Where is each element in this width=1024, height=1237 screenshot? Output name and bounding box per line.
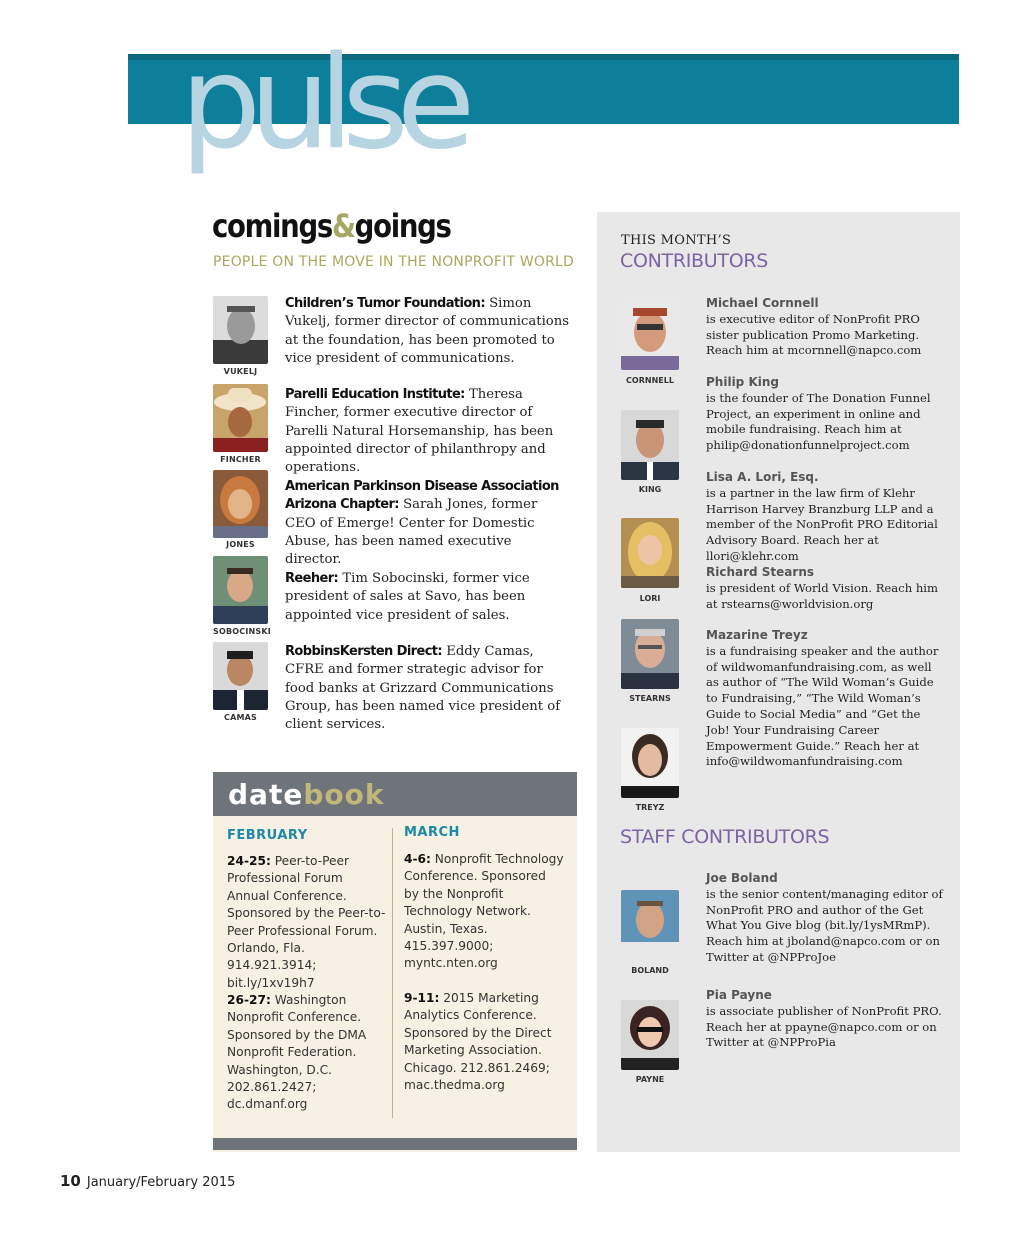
staff-entry: [706, 871, 944, 966]
photo-caption: CAMAS: [224, 713, 257, 722]
event-dates: 4-6:: [404, 852, 431, 866]
photo-boland: [621, 890, 679, 960]
photo-king: [621, 410, 679, 480]
event-description: Nonprofit Technology Conference. Sponsored by the Nonprofit Technology Network. Austin, Texas. 415.397.9000; myntc.nten.org: [404, 852, 564, 971]
photo-treyz: [621, 728, 679, 798]
contributor-name: Pia Payne: [706, 988, 772, 1002]
datebook-title: [228, 778, 384, 812]
photo-caption: STEARNS: [629, 694, 671, 703]
contributor-bio: is the senior content/managing editor of NonProfit PRO and author of the Get What You Give blog (bit.ly/1ysMRmP). Reach him at jboland@napco.com or on Twitter at @NPProJoe: [706, 886, 943, 964]
photo-sobocinski: [213, 556, 268, 624]
datebook-divider: [392, 828, 393, 1118]
move-description: Simon Vukelj, former director of communications at the foundation, has been promoted to vice president of communications.: [285, 296, 569, 366]
issue-date: January/February 2015: [86, 1175, 236, 1190]
move-entry: [285, 643, 570, 734]
photo-caption: KING: [638, 485, 662, 494]
contributor-name: Joe Boland: [706, 871, 778, 885]
move-description: Tim Sobocinski, former vice president of sales at Savo, has been appointed vice president of sales.: [285, 571, 530, 623]
photo-caption: LORI: [639, 594, 661, 603]
org-name: Parelli Education Institute:: [285, 387, 465, 402]
contributor-bio: is a fundraising speaker and the author of wildwomanfundraising.com, as well as author of “The Wild Woman’s Guide to Fundraising,” “The Wild Woman’s Guide to Social Media” and “Get the Job! Your Fundraising Career Empowerment Guide.” Reach her at info@wildwomanfundraising.com: [706, 643, 939, 769]
photo-vukelj: [213, 296, 268, 364]
datebook-event: [404, 990, 564, 1094]
staff-contributors-title: STAFF CONTRIBUTORS: [620, 826, 830, 848]
photo-caption: FINCHER: [220, 455, 261, 464]
datebook-event: [404, 851, 564, 973]
photo-lori: [621, 518, 679, 588]
photo-jones: [213, 470, 268, 538]
contributor-bio: is president of World Vision. Reach him at rstearns@worldvision.org: [706, 580, 939, 611]
month-heading: MARCH: [404, 825, 460, 840]
move-description: Theresa Fincher, former executive director of Parelli Natural Horsemanship, has been appointed director of philanthropy and operations.: [285, 387, 554, 476]
photo-fincher: [213, 384, 268, 452]
photo-stearns: [621, 619, 679, 689]
contributors-title: CONTRIBUTORS: [620, 250, 769, 272]
move-entry: [285, 478, 570, 569]
photo-caption: VUKELJ: [223, 367, 258, 376]
contributor-bio: is associate publisher of NonProfit PRO. Reach her at ppayne@napco.com or on Twitter at @NPProPia: [706, 1003, 942, 1050]
photo-payne: [621, 1000, 679, 1070]
contributor-entry: [706, 628, 944, 770]
move-entry: [285, 295, 570, 368]
datebook-title-date: date: [228, 778, 304, 811]
photo-cornnell: [621, 300, 679, 370]
move-entry: [285, 570, 570, 625]
event-description: Peer-to-Peer Professional Forum Annual Conference. Sponsored by the Peer-to-Peer Professional Forum. Orlando, Fla. 914.921.3914; bit.ly/1xv19h7: [227, 854, 386, 990]
title-ampersand: &: [331, 207, 355, 245]
photo-caption: BOLAND: [631, 966, 669, 975]
datebook-title-book: book: [303, 778, 385, 811]
photo-caption: SOBOCINSKI: [213, 627, 271, 636]
contributor-name: Mazarine Treyz: [706, 628, 808, 642]
contributor-entry: [706, 565, 944, 612]
datebook-event: [227, 853, 387, 992]
org-name: Reeher:: [285, 571, 339, 586]
event-dates: 9-11:: [404, 991, 440, 1005]
comings-goings-title: [212, 207, 451, 245]
contributor-entry: [706, 375, 944, 454]
photo-caption: CORNNELL: [626, 376, 674, 385]
contributor-name: Lisa A. Lori, Esq.: [706, 470, 819, 484]
contributor-bio: is executive editor of NonProfit PRO sister publication Promo Marketing. Reach him at mcornnell@napco.com: [706, 311, 922, 358]
page-folio: [60, 1172, 235, 1190]
photo-caption: JONES: [226, 540, 255, 549]
event-dates: 26-27:: [227, 993, 271, 1007]
photo-camas: [213, 642, 268, 710]
org-name: RobbinsKersten Direct:: [285, 644, 443, 659]
contributor-name: Richard Stearns: [706, 565, 815, 579]
section-title: pulse: [180, 29, 464, 178]
event-description: Washington Nonprofit Conference. Sponsored by the DMA Nonprofit Federation. Washington, D.C. 202.861.2427; dc.dmanf.org: [227, 993, 367, 1112]
month-heading: FEBRUARY: [227, 828, 308, 843]
contributor-name: Michael Cornnell: [706, 296, 819, 310]
title-part-comings: comings: [212, 207, 332, 245]
event-description: 2015 Marketing Analytics Conference. Sponsored by the Direct Marketing Association. Chicago. 212.861.2469; mac.thedma.org: [404, 991, 552, 1093]
org-name: American Parkinson Disease Association Arizona Chapter:: [285, 479, 559, 513]
org-name: Children’s Tumor Foundation:: [285, 296, 485, 311]
contributor-bio: is the founder of The Donation Funnel Project, an experiment in online and mobile fundraising. Reach him at philip@donationfunnelproject.com: [706, 390, 931, 453]
event-dates: 24-25:: [227, 854, 271, 868]
photo-caption: PAYNE: [635, 1075, 665, 1084]
datebook-footer-bar: [213, 1138, 577, 1150]
contributors-label: THIS MONTH’S: [621, 233, 732, 248]
contributor-name: Philip King: [706, 375, 779, 389]
staff-entry: [706, 988, 944, 1051]
page-number: 10: [60, 1172, 81, 1190]
move-description: Sarah Jones, former CEO of Emerge! Center for Domestic Abuse, has been named executive director.: [285, 497, 538, 568]
move-entry: [285, 386, 570, 477]
contributor-bio: is a partner in the law firm of Klehr Harrison Harvey Branzburg LLP and a member of the NonProfit PRO Editorial Advisory Board. Reach her at llori@klehr.com: [706, 485, 938, 563]
title-part-goings: goings: [354, 207, 451, 245]
contributor-entry: [706, 296, 944, 359]
datebook-event: [227, 992, 387, 1114]
photo-caption: TREYZ: [635, 803, 665, 812]
comings-goings-subtitle: PEOPLE ON THE MOVE IN THE NONPROFIT WORLD: [213, 254, 575, 270]
contributor-entry: [706, 470, 944, 565]
move-description: Eddy Camas, CFRE and former strategic advisor for food banks at Grizzard Communications Group, has been named vice president of client services.: [285, 644, 561, 733]
